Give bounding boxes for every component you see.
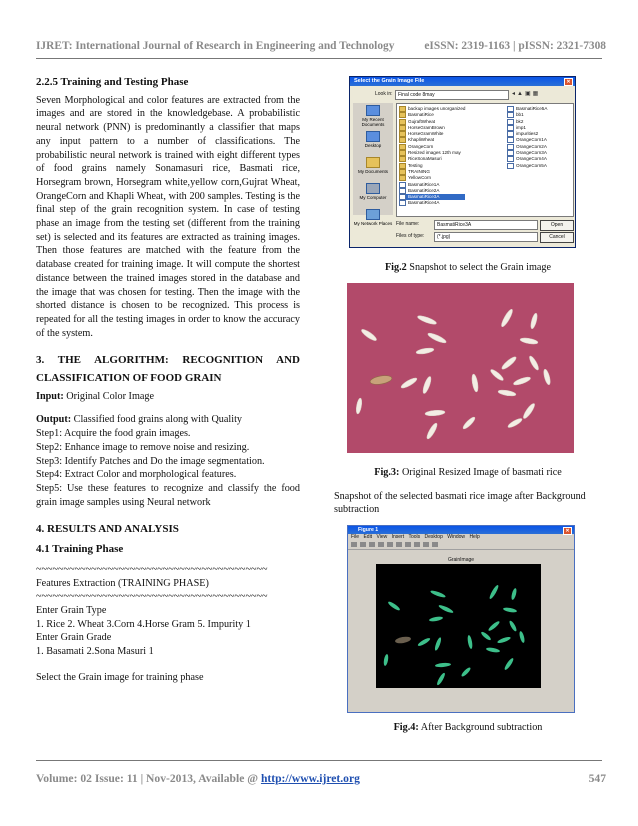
step-1: Step1: Acquire the food grain images. (36, 428, 191, 440)
new-folder-icon[interactable]: ▣ (524, 91, 533, 97)
step-4: Step4: Extract Color and morphological features. (36, 469, 237, 481)
section-4-1-title: 4.1 Training Phase (36, 543, 124, 556)
folder-icon (399, 137, 406, 143)
folder-icon (399, 112, 406, 118)
journal-link[interactable]: http://www.ijret.org (260, 772, 360, 785)
folder-icon (399, 131, 406, 137)
zoom-in-icon[interactable] (396, 542, 402, 547)
file-list-item[interactable]: BasmatiRice5A (507, 106, 547, 112)
file-list-item[interactable]: impurities2 (507, 131, 547, 137)
place-network[interactable]: My Network Places (353, 207, 393, 233)
image-file-icon (507, 137, 514, 143)
desktop-icon (366, 131, 380, 142)
place-my-computer[interactable]: My Computer (353, 181, 393, 207)
file-list-item[interactable]: OrangeCorn4A (507, 156, 547, 162)
fig2-caption: Fig.2 Snapshot to select the Grain image (384, 262, 552, 273)
save-icon[interactable] (369, 542, 375, 547)
files-of-type-select[interactable]: (*.jpg) (434, 232, 538, 242)
image-file-icon (507, 150, 514, 156)
menu-insert[interactable]: Insert (391, 534, 405, 540)
look-in-select[interactable]: Final code 8may (395, 90, 509, 100)
file-list-item[interactable]: HorseGramBrown (399, 125, 465, 131)
place-my-documents[interactable]: My Documents (353, 155, 393, 181)
recent-documents-icon (366, 105, 380, 116)
file-list-item[interactable]: YellowCorn (399, 175, 465, 181)
file-list-item[interactable]: BasmatiRice4A (399, 200, 465, 206)
file-list-item[interactable]: backup images unorganized (399, 106, 465, 112)
cancel-button[interactable]: Cancel (540, 232, 574, 243)
basmati-rice-photo (347, 283, 574, 453)
folder-icon (399, 119, 406, 125)
files-of-type-label: Files of type: (396, 233, 425, 239)
step-2: Step2: Enhance image to remove noise and resizing. (36, 441, 250, 453)
file-list-item[interactable]: Resized images 12th may (399, 150, 465, 156)
select-image-prompt: Select the Grain image for training phase (36, 671, 204, 683)
file-list-item[interactable]: RiceSonaMasuri (399, 156, 465, 162)
file-list-item[interactable]: bb1 (507, 112, 547, 118)
folder-icon (399, 156, 406, 162)
file-list-item[interactable]: HorseGramWhite (399, 131, 465, 137)
section-4-title: 4. RESULTS AND ANALYSIS (36, 523, 179, 536)
output-line: Output: Classified food grains along with Quality (36, 414, 243, 426)
folder-icon (399, 175, 406, 181)
matlab-figure-window (347, 525, 575, 713)
print-icon[interactable] (378, 542, 384, 547)
arrow-icon[interactable] (387, 542, 393, 547)
header-rule (36, 58, 602, 59)
places-bar (353, 103, 393, 226)
fig4-caption: Fig.4: After Background subtraction (393, 722, 543, 733)
my-documents-icon (366, 157, 380, 168)
tilde-line: ~~~~~~~~~~~~~~~~~~~~~~~~~~~~~~~~~~~~~~~~~~ (36, 563, 268, 575)
menu-file[interactable]: File (351, 534, 360, 540)
segmented-grains-image (376, 564, 541, 688)
section-2-2-5-title: 2.2.5 Training and Testing Phase (36, 76, 189, 88)
input-line: Input: Original Color Image (36, 390, 154, 402)
image-file-icon (399, 200, 406, 206)
look-in-label: Look in: (375, 91, 393, 97)
image-file-icon (507, 125, 514, 131)
folder-icon (399, 125, 406, 131)
dialog-titlebar (350, 77, 575, 86)
rotate-icon[interactable] (423, 542, 429, 547)
file-list-item[interactable]: KhapliWheat (399, 137, 465, 143)
image-file-icon (507, 106, 514, 112)
file-name-label: File name: (396, 221, 420, 227)
image-file-icon (507, 163, 514, 169)
close-icon[interactable]: ✕ (563, 527, 572, 535)
file-list-column-1 (399, 106, 465, 207)
menu-help[interactable]: Help (469, 534, 480, 540)
footer-text: Volume: 02 Issue: 11 | Nov-2013, Available @ (36, 772, 261, 785)
axes-title: GrainImage (447, 557, 475, 563)
folder-icon (399, 144, 406, 150)
file-list-item[interactable]: BasmatiRice2A (399, 188, 465, 194)
left-column (36, 76, 300, 684)
file-list-item[interactable]: GujraftWheat (399, 119, 465, 125)
image-file-icon (507, 144, 514, 150)
folder-icon (399, 150, 406, 156)
grain-image-axes (376, 564, 541, 688)
image-file-icon (399, 188, 406, 194)
file-list-item[interactable]: OrangeCorn5A (507, 163, 547, 169)
file-list-item[interactable]: Testing (399, 163, 465, 169)
zoom-out-icon[interactable] (405, 542, 411, 547)
pan-icon[interactable] (414, 542, 420, 547)
enter-grain-grade: Enter Grain Grade (36, 632, 112, 644)
file-list-item[interactable]: imp1 (507, 125, 547, 131)
menu-edit[interactable]: Edit (363, 534, 373, 540)
figure-titlebar (348, 526, 574, 534)
place-recent[interactable]: My Recent Documents (353, 103, 393, 129)
file-list-item[interactable]: BasmatiRice (399, 112, 465, 118)
open-button[interactable]: Open (540, 220, 574, 231)
file-list-item[interactable]: bk2 (507, 119, 547, 125)
file-list-column-2 (507, 106, 547, 169)
file-list-item[interactable]: OrangeCorn2A (507, 144, 547, 150)
page-number: 547 (588, 772, 606, 785)
data-cursor-icon[interactable] (432, 542, 438, 547)
file-list-item[interactable]: OrangeCorn1A (507, 137, 547, 143)
image-file-icon (399, 182, 406, 188)
view-menu-icon[interactable]: ▦ (532, 91, 541, 97)
grain-grade-options: 1. Basamati 2.Sona Masuri 1 (36, 646, 154, 658)
folder-icon (399, 163, 406, 169)
running-header (36, 40, 606, 52)
dialog-title: Select the Grain Image File (354, 78, 425, 84)
issn: eISSN: 2319-1163 | pISSN: 2321-7308 (424, 40, 606, 52)
folder-icon (399, 106, 406, 112)
file-list-item[interactable]: OrangeCorn3A (507, 150, 547, 156)
enter-grain-type: Enter Grain Type (36, 604, 107, 616)
snapshot-description: Snapshot of the selected basmati rice image after Background subtraction (334, 491, 586, 515)
new-icon[interactable] (351, 542, 357, 547)
file-list (396, 103, 574, 217)
image-file-icon (507, 131, 514, 137)
dialog-toolbar (512, 90, 540, 97)
menu-desktop[interactable]: Desktop (424, 534, 443, 540)
image-file-icon (507, 112, 514, 118)
open-icon[interactable] (360, 542, 366, 547)
menu-view[interactable]: View (376, 534, 388, 540)
my-computer-icon (366, 183, 380, 194)
image-file-icon (507, 119, 514, 125)
image-file-icon (399, 194, 406, 200)
journal-name: IJRET: International Journal of Research in Engineering and Technology (36, 40, 395, 52)
file-dialog-screenshot (349, 76, 576, 248)
file-list-item[interactable]: BasmatiRice1A (399, 182, 465, 188)
figure-menu-bar (348, 534, 574, 541)
step-3: Step3: Identify Patches and Do the image segmentation. (36, 455, 265, 467)
footer-rule (36, 760, 602, 761)
features-extraction: Features Extraction (TRAINING PHASE) (36, 577, 209, 589)
network-places-icon (366, 209, 380, 220)
step-5: Step5: Use these features to recognize and classify the food grain image samples using Neural network (36, 482, 300, 508)
figure-toolbar (348, 541, 574, 550)
fig3-caption: Fig.3: Original Resized Image of basmati rice (374, 467, 562, 478)
impurity-grain (369, 374, 392, 386)
file-list-item[interactable]: BasmatiRice3A (399, 194, 465, 200)
rice-grains-image (347, 283, 574, 453)
folder-icon (399, 169, 406, 175)
file-list-item[interactable]: TRAINING (399, 169, 465, 175)
figure-title: Figure 1 (358, 527, 379, 533)
grain-type-options: 1. Rice 2. Wheat 3.Corn 4.Horse Gram 5. Impurity 1 (36, 618, 251, 630)
up-folder-icon[interactable]: ▲ (517, 91, 525, 97)
tilde-line: ~~~~~~~~~~~~~~~~~~~~~~~~~~~~~~~~~~~~~~~~~~ (36, 591, 268, 603)
back-icon[interactable]: ◂ (512, 91, 518, 97)
file-list-item[interactable]: OrangeCorn (399, 144, 465, 150)
section-3-title-line1: 3. THE ALGORITHM: RECOGNITION AND (36, 354, 300, 367)
page-footer (36, 772, 606, 785)
section-3-title-line2: CLASSIFICATION OF FOOD GRAIN (36, 372, 222, 385)
menu-window[interactable]: Window (447, 534, 466, 540)
place-desktop[interactable]: Desktop (353, 129, 393, 155)
section-2-2-5-text: Seven Morphological and color features are extracted from the images and are stored in the knowledgebase. A probabilistic neural network (PNN) is predominantly a classifier that maps any input pattern to a number of classifications. The probabilistic neural network is trained with eight different types of food grains namely Sonamasuri rice, Basmati rice, Horsegram brown, Horsegram white,yellow corn,Gujrat Wheat, OrangeCorn and Khapli Wheat, with 200 samples. Testing is the final step of the grain recognition system. In case of testing phase an image from the testing set (different from the training set) is selected and its features are extracted as training images. Then those features are matched with the feature from the database created for training image. It will compute the shortest distance between the trained images stored in the database and the image that was chosen for testing. Then the image with the shorted distance is chosen to be recognized. This process is repeated for all the testing images in order to know the accuracy of the system. (36, 94, 300, 339)
file-name-input[interactable]: BasmatiRice3A (434, 220, 538, 230)
image-file-icon (507, 156, 514, 162)
menu-tools[interactable]: Tools (408, 534, 421, 540)
close-icon[interactable]: ✕ (564, 78, 573, 86)
